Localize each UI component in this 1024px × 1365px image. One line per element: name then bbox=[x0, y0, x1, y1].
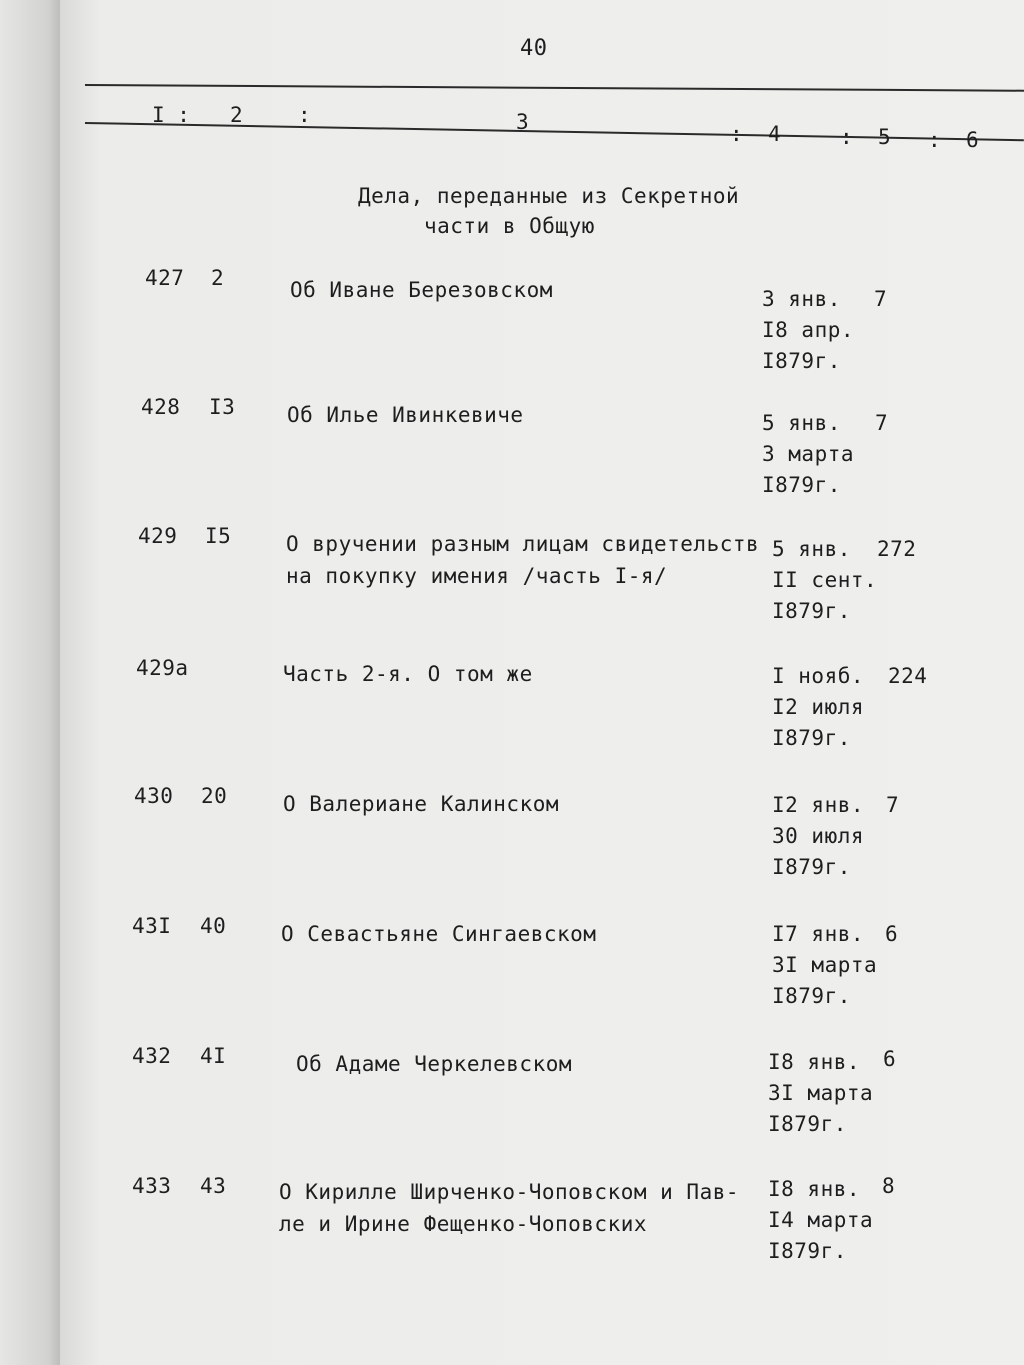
table-row bbox=[0, 1044, 1024, 1164]
column-header-3: 3 bbox=[516, 110, 529, 134]
entry-number: 430 bbox=[134, 784, 174, 808]
page-count: 272 bbox=[877, 537, 917, 561]
page-count: 6 bbox=[885, 922, 899, 946]
entry-description: Об Илье Ивинкевиче bbox=[287, 403, 524, 427]
entry-dates: 5 янв. II сент. I879г. bbox=[772, 537, 878, 623]
column-header-6: : 6 bbox=[928, 128, 979, 152]
entry-description: Об Иване Березовском bbox=[290, 278, 553, 302]
entry-number: 427 bbox=[145, 266, 185, 290]
entry-dates: I7 янв. 3I марта I879г. bbox=[772, 922, 878, 1008]
entry-dates: 3 янв. I8 апр. I879г. bbox=[762, 287, 855, 373]
entry-dates: 5 янв. 3 марта I879г. bbox=[762, 411, 855, 497]
column-header-sep: : bbox=[298, 103, 311, 127]
entry-description: О Кирилле Ширченко-Чоповском и Пав- ле и Ирине Фещенко-Чоповских bbox=[279, 1180, 740, 1236]
case-number: 43 bbox=[200, 1174, 227, 1198]
page-count: 8 bbox=[882, 1174, 896, 1198]
page-count: 224 bbox=[888, 664, 928, 688]
case-number: 20 bbox=[201, 784, 228, 808]
case-number: 40 bbox=[200, 914, 227, 938]
entry-description: О Севастьяне Сингаевском bbox=[281, 922, 597, 946]
section-title-line1: Дела, переданные из Секретной bbox=[358, 184, 740, 208]
entry-dates: I8 янв. I4 марта I879г. bbox=[768, 1177, 874, 1263]
entry-dates: I2 янв. 30 июля I879г. bbox=[772, 793, 865, 879]
page-count: 7 bbox=[875, 411, 889, 435]
table-row bbox=[0, 656, 1024, 776]
column-header-5: : 5 bbox=[840, 125, 891, 149]
page-number: 40 bbox=[520, 36, 548, 61]
entry-description: О Валериане Калинском bbox=[283, 792, 560, 816]
page-count: 7 bbox=[874, 287, 888, 311]
column-header-4: : 4 bbox=[730, 122, 781, 146]
entry-description: Об Адаме Черкелевском bbox=[296, 1052, 573, 1076]
table-row bbox=[0, 1174, 1024, 1294]
entry-number: 433 bbox=[132, 1174, 172, 1198]
entry-dates: I8 янв. 3I марта I879г. bbox=[768, 1050, 874, 1136]
table-row bbox=[0, 914, 1024, 1034]
entry-number: 432 bbox=[132, 1044, 172, 1068]
entry-number: 43I bbox=[132, 914, 172, 938]
case-number: I5 bbox=[205, 524, 232, 548]
entry-description: О вручении разным лицам свидетельств на покупку имения /часть I-я/ bbox=[286, 532, 760, 588]
table-row bbox=[0, 395, 1024, 515]
entry-number: 429а bbox=[136, 656, 189, 680]
table-row bbox=[0, 524, 1024, 644]
case-number: 2 bbox=[211, 266, 225, 290]
case-number: 4I bbox=[200, 1044, 227, 1068]
case-number: I3 bbox=[209, 395, 236, 419]
page-count: 7 bbox=[886, 793, 900, 817]
column-header-2: 2 bbox=[230, 103, 243, 127]
entry-description: Часть 2-я. О том же bbox=[283, 662, 533, 686]
entry-number: 428 bbox=[141, 395, 181, 419]
table-row bbox=[0, 266, 1024, 386]
table-row bbox=[0, 784, 1024, 904]
entry-number: 429 bbox=[138, 524, 178, 548]
entry-dates: I нояб. I2 июля I879г. bbox=[772, 664, 865, 750]
column-header-1: I : bbox=[152, 103, 190, 127]
section-title-line2: части в Общую bbox=[424, 214, 595, 238]
page-count: 6 bbox=[883, 1047, 897, 1071]
